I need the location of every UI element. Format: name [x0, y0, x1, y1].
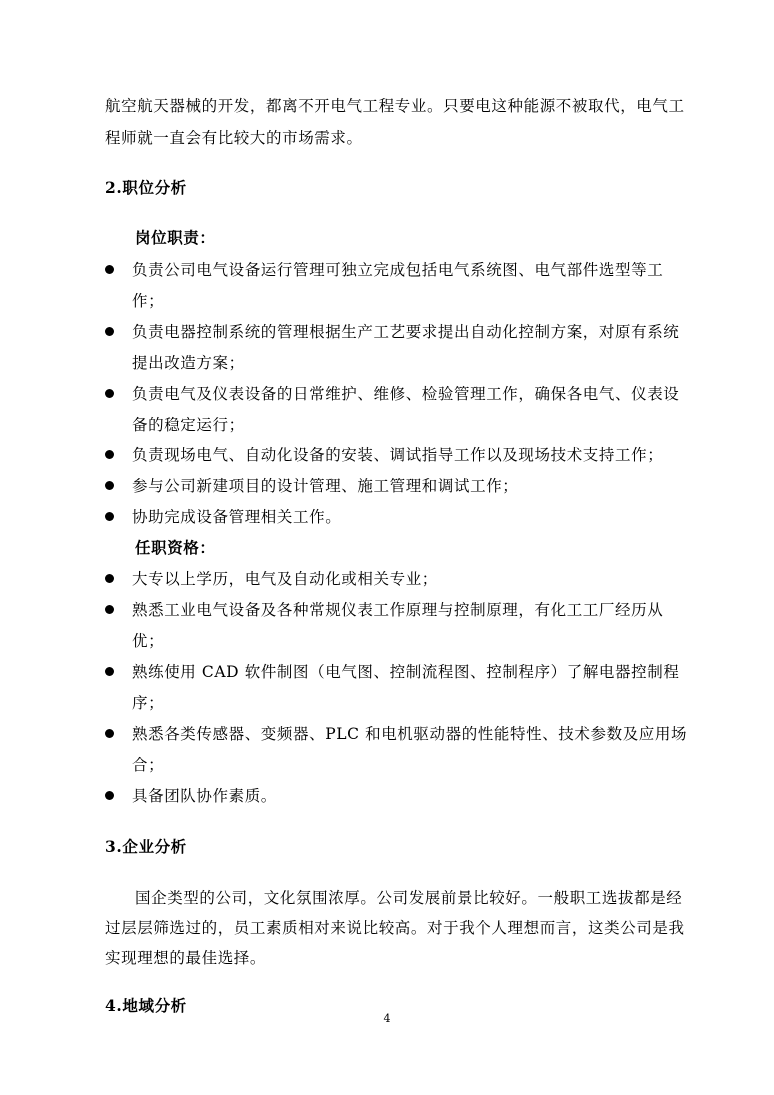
- bullet-icon: [105, 729, 114, 738]
- duty-item-4: 负责现场电气、自动化设备的安装、调试指导工作以及现场技术支持工作；: [132, 446, 664, 464]
- subheading-duties: 岗位职责：: [135, 228, 216, 247]
- section-heading-company-analysis: 3.企业分析: [105, 837, 187, 856]
- intro-line-2: 程师就一直会有比较大的市场需求。: [105, 129, 363, 147]
- qual-item-1: 大专以上学历，电气及自动化或相关专业；: [132, 570, 438, 588]
- bullet-icon: [105, 605, 114, 614]
- qual-item-2-line-1: 熟悉工业电气设备及各种常规仪表工作原理与控制原理，有化工工厂经历从: [132, 601, 664, 619]
- qual-item-3-line-1: 熟练使用 CAD 软件制图（电气图、控制流程图、控制程序）了解电器控制程: [132, 663, 680, 681]
- section-heading-region-analysis: 4.地域分析: [105, 996, 187, 1015]
- duty-item-3-line-2: 备的稳定运行；: [132, 416, 245, 434]
- bullet-icon: [105, 265, 114, 274]
- bullet-icon: [105, 389, 114, 398]
- duty-item-3-line-1: 负责电气及仪表设备的日常维护、维修、检验管理工作，确保各电气、仪表设: [132, 385, 680, 403]
- duty-item-1-line-1: 负责公司电气设备运行管理可独立完成包括电气系统图、电气部件选型等工: [132, 261, 664, 279]
- bullet-icon: [105, 327, 114, 336]
- bullet-icon: [105, 481, 114, 490]
- duty-item-6: 协助完成设备管理相关工作。: [132, 508, 342, 526]
- intro-line-1: 航空航天器械的开发，都离不开电气工程专业。只要电这种能源不被取代，电气工: [105, 97, 685, 115]
- duty-item-5: 参与公司新建项目的设计管理、施工管理和调试工作；: [132, 477, 519, 495]
- bullet-icon: [105, 791, 114, 800]
- bullet-icon: [105, 574, 114, 583]
- qual-item-4-line-1: 熟悉各类传感器、变频器、PLC 和电机驱动器的性能特性、技术参数及应用场: [132, 725, 688, 743]
- qual-item-5: 具备团队协作素质。: [132, 787, 277, 805]
- duty-item-2-line-2: 提出改造方案；: [132, 354, 245, 372]
- qual-item-4-line-2: 合；: [132, 756, 165, 774]
- company-paragraph-line-1: 国企类型的公司，文化氛围浓厚。公司发展前景比较好。一般职工选拔都是经: [135, 889, 683, 907]
- page-number: 4: [383, 1012, 391, 1025]
- company-paragraph-line-2: 过层层筛选过的，员工素质相对来说比较高。对于我个人理想而言，这类公司是我: [105, 919, 685, 937]
- section-heading-job-analysis: 2.职位分析: [105, 178, 187, 197]
- bullet-icon: [105, 667, 114, 676]
- duty-item-2-line-1: 负责电器控制系统的管理根据生产工艺要求提出自动化控制方案，对原有系统: [132, 323, 680, 341]
- duty-item-1-line-2: 作；: [132, 292, 165, 310]
- bullet-icon: [105, 512, 114, 521]
- company-paragraph-line-3: 实现理想的最佳选择。: [105, 949, 267, 967]
- bullet-icon: [105, 450, 114, 459]
- qual-item-3-line-2: 序；: [132, 694, 165, 712]
- subheading-qualifications: 任职资格：: [135, 538, 216, 557]
- qual-item-2-line-2: 优；: [132, 632, 165, 650]
